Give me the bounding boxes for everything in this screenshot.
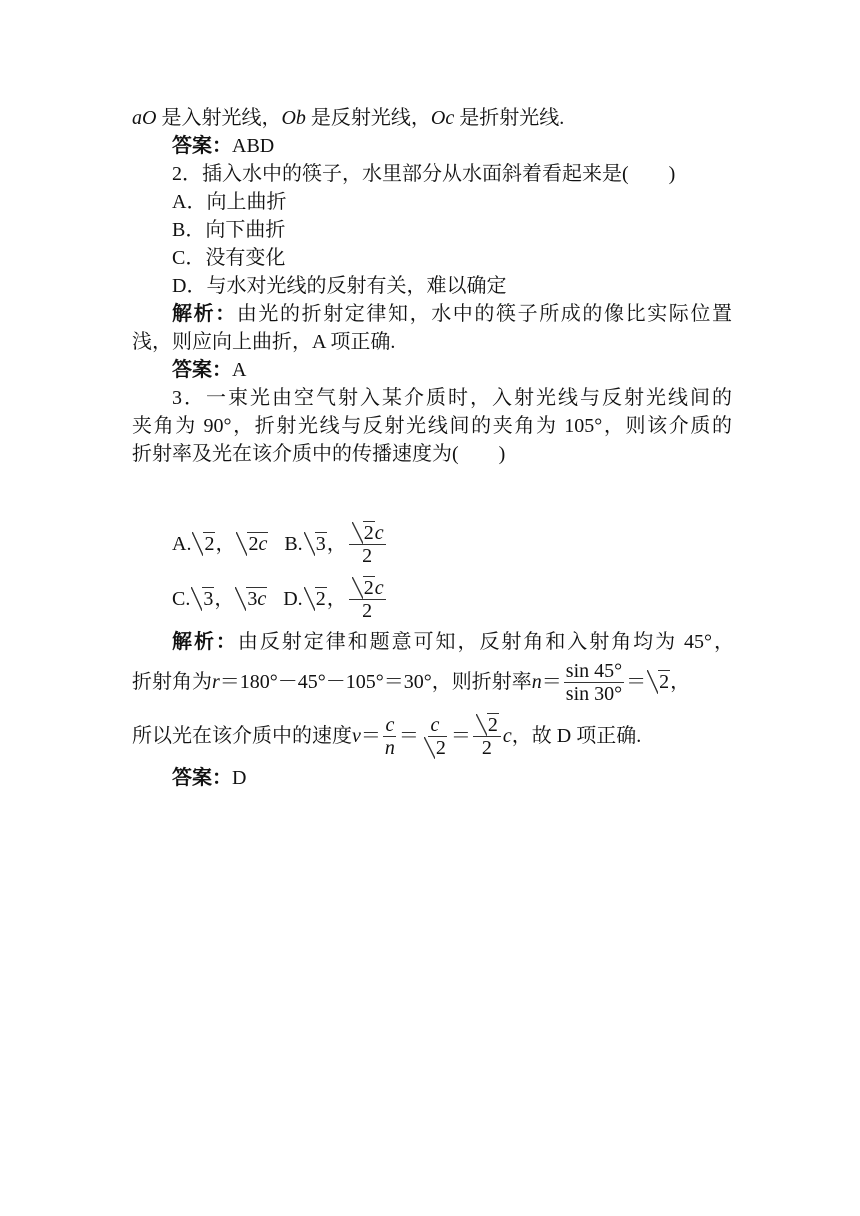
sqrt-symbol: 2 (352, 577, 375, 599)
fraction: $\frac{2}{2}$ (473, 714, 501, 759)
question-3-stem-line-3: 折射率及光在该介质中的传播速度为( ) (132, 443, 506, 465)
sqrt-symbol: 2c (236, 532, 268, 556)
sqrt-symbol: 3c (235, 587, 267, 611)
question-3-options-ab: A. 2 ， 2c B. 3 ， $\frac{2c}{2}$ (172, 521, 384, 567)
question-2-option-a: A．向上曲折 (172, 191, 287, 213)
sqrt-symbol: 2 (424, 737, 447, 759)
sqrt-symbol: 3 (191, 587, 214, 611)
text-line-1: aO 是入射光线，Ob 是反射光线，Oc 是折射光线. (132, 107, 565, 129)
fraction: $\frac{2c}{2}$ (349, 577, 386, 622)
question-3-analysis-line-1: 解析：由反射定律和题意可知，反射角和入射角均为 45°， (172, 631, 735, 653)
sqrt-symbol: 2 (192, 532, 215, 556)
question-2-analysis-line-2: 浅，则应向上曲折，A 项正确. (132, 331, 396, 353)
fraction: $\frac{c}{2}$ (421, 714, 449, 759)
question-2-option-d: D．与水对光线的反射有关，难以确定 (172, 275, 507, 297)
sqrt-symbol: 2 (476, 714, 499, 736)
question-2-analysis-line-1: 解析：由光的折射定律知，水中的筷子所成的像比实际位置 (172, 303, 733, 325)
sqrt-symbol: 3 (304, 532, 327, 556)
fraction: $\frac{\sin 45^\circ}{\sin 30^\circ}$ (565, 659, 623, 705)
sqrt-symbol: 2 (352, 522, 375, 544)
question-3-stem-line-1: 3．一束光由空气射入某介质时，入射光线与反射光线间的 (172, 387, 732, 409)
fraction: $\frac{c}{n}$ (384, 713, 395, 759)
question-3-analysis-line-2: 折射角为 r ＝180°－45°－105°＝30°，则折射率 n ＝ $\frac{\sin 45^\circ}{\sin 30^\circ}$ ＝ 2 ， (132, 659, 691, 705)
question-2-option-b: B．向下曲折 (172, 219, 286, 241)
question-3-options-cd: C. 3 ， 3c D. 2 ， $\frac{2c}{2}$ (172, 576, 384, 622)
answer-1: 答案：ABD (172, 135, 275, 157)
sqrt-symbol: 2 (304, 587, 327, 611)
question-3-analysis-line-3: 所以光在该介质中的速度 v ＝ $\frac{c}{n}$ ＝ $\frac{c}{2}$ ＝ $\frac{2}{2}$ c ，故 D 项正确. (132, 713, 642, 759)
question-2-option-c: C．没有变化 (172, 247, 286, 269)
answer-2: 答案：A (172, 359, 247, 381)
fraction: $\frac{2c}{2}$ (349, 522, 386, 567)
answer-3: 答案：D (172, 767, 247, 789)
question-2-stem: 2．插入水中的筷子，水里部分从水面斜着看起来是( ) (172, 163, 676, 185)
sqrt-symbol: 2 (647, 670, 670, 694)
question-3-stem-line-2: 夹角为 90°，折射光线与反射光线间的夹角为 105°，则该介质的 (132, 415, 732, 437)
